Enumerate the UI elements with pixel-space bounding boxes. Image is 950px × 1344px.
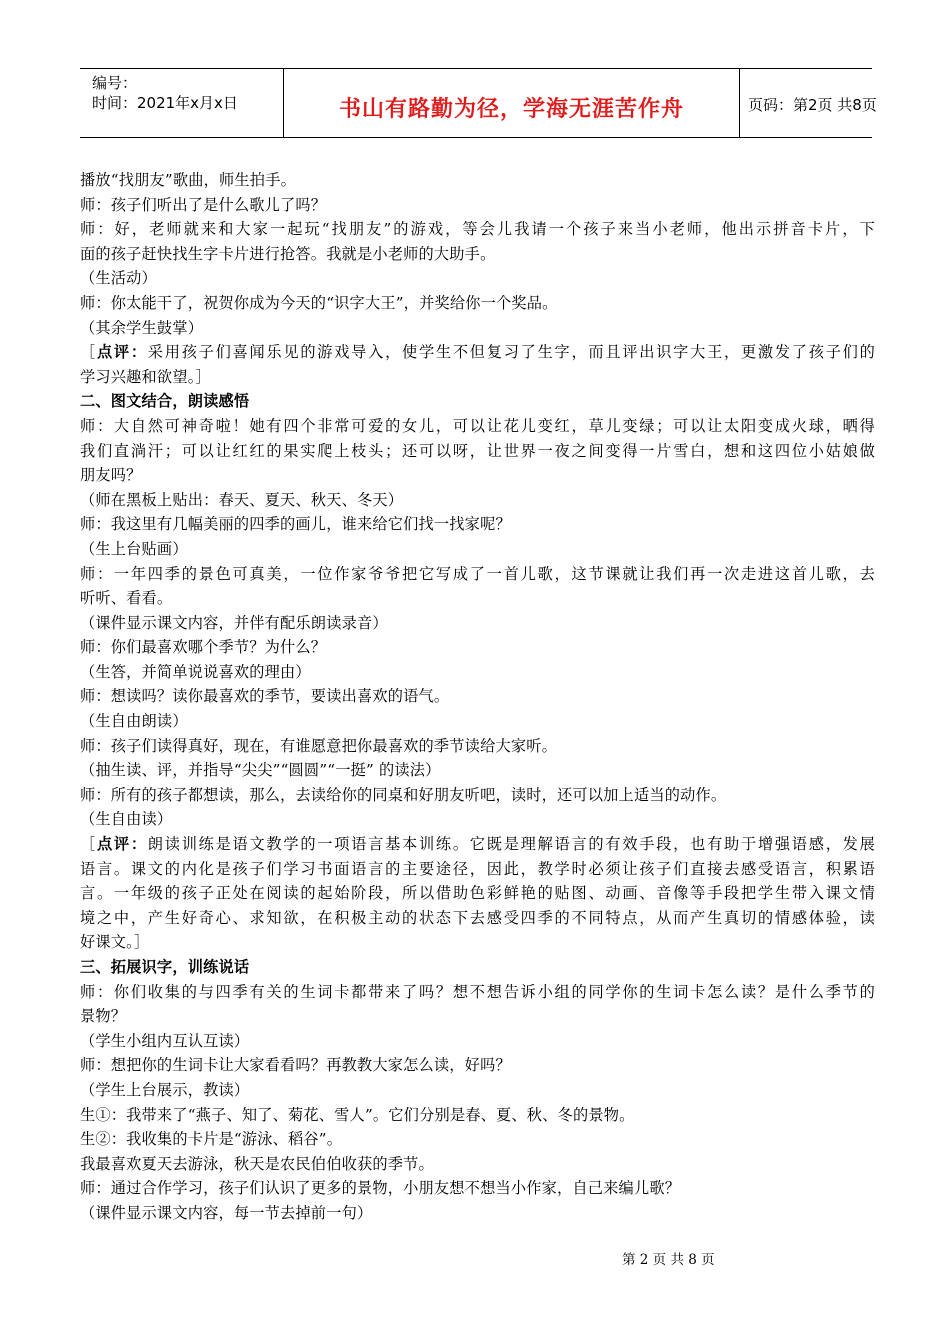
line-text: 师：我这里有几幅美丽的四季的画儿，谁来给它们找一找家呢？ — [80, 515, 511, 534]
line-text: 听听、看看。 — [80, 589, 173, 608]
page-number-label: 页码：第2页 共8页 — [748, 96, 877, 114]
text-line — [80, 1103, 875, 1128]
text-line — [80, 488, 875, 513]
page-header — [80, 68, 877, 138]
line-text: （生自由朗读） — [80, 712, 188, 731]
comment-line — [80, 832, 875, 857]
line-text: 学习兴趣和欲望。］ — [80, 367, 211, 386]
line-text: （课件显示课文内容，每一节去掉前一句） — [80, 1203, 373, 1222]
line-text: 师：孩子们听出了是什么歌儿了吗？ — [80, 195, 327, 214]
text-line — [80, 611, 875, 636]
text-line — [80, 709, 875, 734]
line-text: 采用孩子们喜闻乐见的游戏导入，使学生不但复习了生字，而且评出识字大王，更激发了孩子们的 — [147, 343, 875, 362]
text-line — [80, 537, 875, 562]
text-line — [80, 1127, 875, 1152]
text-line — [80, 168, 875, 193]
comment-label: 点评： — [96, 343, 148, 362]
line-text: 师：你们收集的与四季有关的生词卡都带来了吗？想不想告诉小组的同学你的生词卡怎么读？是什么季节的 — [80, 982, 875, 1001]
text-line — [80, 807, 875, 832]
line-text: （师在黑板上贴出：春天、夏天、秋天、冬天） — [80, 490, 404, 509]
line-text: 师：你太能干了，祝贺你成为今天的“识字大王”，并奖给你一个奖品。 — [80, 293, 558, 312]
doc-number-label: 编号： — [92, 74, 138, 92]
bracket-open: ［ — [80, 343, 97, 362]
line-text: 我最喜欢夏天去游泳，秋天是农民伯伯收获的季节。 — [80, 1154, 434, 1173]
text-line — [80, 414, 875, 439]
line-text: （生答，并简单说说喜欢的理由） — [80, 662, 311, 681]
line-text: （课件显示课文内容，并伴有配乐朗读录音） — [80, 613, 388, 632]
line-text: （生自由读） — [80, 810, 173, 829]
line-text: 师：孩子们读得真好，现在，有谁愿意把你最喜欢的季节读给大家听。 — [80, 736, 558, 755]
header-info-cell — [80, 69, 283, 137]
text-line — [80, 562, 875, 587]
text-line — [80, 266, 875, 291]
text-line — [80, 857, 875, 882]
line-text: （生上台贴画） — [80, 539, 188, 558]
page-footer: 第 2 页 共 8 页 — [622, 1252, 715, 1268]
line-text: （其余学生鼓掌） — [80, 318, 204, 337]
bracket-open: ［ — [80, 835, 97, 854]
line-text: 好课文。］ — [80, 933, 150, 952]
doc-time-label: 时间：2021年x月x日 — [92, 94, 238, 112]
motto-text: 书山有路勤为径，学海无涯苦作舟 — [338, 97, 684, 122]
line-text: 师：一年四季的景色可真美，一位作家爷爷把它写成了一首儿歌，这节课就让我们再一次走进这首儿歌，去 — [80, 564, 875, 583]
text-line — [80, 1004, 875, 1029]
line-text: 师：你们最喜欢哪个季节？为什么？ — [80, 638, 327, 657]
line-text: 生②：我收集的卡片是“游泳、稻谷”。 — [80, 1130, 343, 1149]
text-line — [80, 1176, 875, 1201]
line-text: （生活动） — [80, 269, 157, 288]
line-text: 面的孩子赶快找生字卡片进行抢答。我就是小老师的大助手。 — [80, 244, 496, 263]
line-text: 朋友吗？ — [80, 466, 142, 485]
line-text: 师：想把你的生词卡让大家看看吗？再教教大家怎么读，好吗？ — [80, 1056, 511, 1075]
line-text: 言。一年级的孩子正处在阅读的起始阶段，所以借助色彩鲜艳的贴图、动画、音像等手段把学生带入课文情 — [80, 884, 875, 903]
section-heading — [80, 389, 875, 414]
text-line — [80, 1152, 875, 1177]
text-line — [80, 242, 875, 267]
heading-text: 二、图文结合，朗读感悟 — [80, 392, 250, 411]
line-text: 生①：我带来了“燕子、知了、菊花、雪人”。它们分别是春、夏、秋、冬的景物。 — [80, 1105, 635, 1124]
line-text: （抽生读、评，并指导“尖尖”“圆圆”“一挺” 的读法） — [80, 761, 441, 780]
text-line — [80, 1201, 875, 1226]
text-line — [80, 586, 875, 611]
document-body — [80, 168, 875, 1226]
header-motto-cell — [283, 69, 740, 137]
text-line — [80, 1029, 875, 1054]
text-line — [80, 660, 875, 685]
line-text: 景物？ — [80, 1007, 127, 1026]
header-page-cell — [740, 69, 877, 137]
line-text: 师：所有的孩子都想读，那么，去读给你的同桌和好朋友听吧，读时，还可以加上适当的动作。 — [80, 785, 727, 804]
text-line — [80, 1053, 875, 1078]
heading-text: 三、拓展识字，训练说话 — [80, 958, 250, 976]
line-text: 语言。课文的内化是孩子们学习书面语言的主要途径，因此，教学时必须让孩子们直接去感受语言，积累语 — [80, 859, 875, 878]
text-line — [80, 316, 875, 341]
text-line — [80, 758, 875, 783]
line-text: 师：想读吗？读你最喜欢的季节，要读出喜欢的语气。 — [80, 687, 450, 706]
text-line — [80, 930, 875, 955]
text-line — [80, 783, 875, 808]
text-line — [80, 217, 875, 242]
text-line — [80, 193, 875, 218]
comment-line — [80, 340, 875, 365]
text-line — [80, 906, 875, 931]
text-line — [80, 635, 875, 660]
line-text: 师：大自然可神奇啦！她有四个非常可爱的女儿，可以让花儿变红，草儿变绿；可以让太阳变成火球，晒得 — [80, 416, 875, 435]
line-text: 境之中，产生好奇心、求知欲，在积极主动的状态下去感受四季的不同特点，从而产生真切的情感体验，读 — [80, 908, 875, 927]
line-text: 师：好，老师就来和大家一起玩“找朋友”的游戏，等会儿我请一个孩子来当小老师，他出示拼音卡片，下 — [80, 220, 875, 239]
text-line — [80, 291, 875, 316]
text-line — [80, 512, 875, 537]
text-line — [80, 684, 875, 709]
text-line — [80, 980, 875, 1005]
line-text: （学生上台展示，教读） — [80, 1080, 250, 1099]
line-text: 师：通过合作学习，孩子们认识了更多的景物，小朋友想不想当小作家，自己来编儿歌？ — [80, 1179, 681, 1198]
line-text: （学生小组内互认互读） — [80, 1031, 250, 1050]
text-line — [80, 734, 875, 759]
line-text: 朗读训练是语文教学的一项语言基本训练。它既是理解语言的有效手段，也有助于增强语感，发展 — [147, 835, 875, 854]
comment-label: 点评： — [96, 835, 148, 854]
text-line — [80, 365, 875, 390]
line-text: 我们直淌汗；可以让红红的果实爬上枝头；还可以呀，让世界一夜之间变得一片雪白，想和这四位小姑娘做 — [80, 441, 875, 460]
text-line — [80, 1078, 875, 1103]
text-line — [80, 463, 875, 488]
text-line — [80, 881, 875, 906]
text-line — [80, 439, 875, 464]
line-text: 播放“找朋友”歌曲，师生拍手。 — [80, 171, 296, 189]
section-heading — [80, 955, 875, 980]
